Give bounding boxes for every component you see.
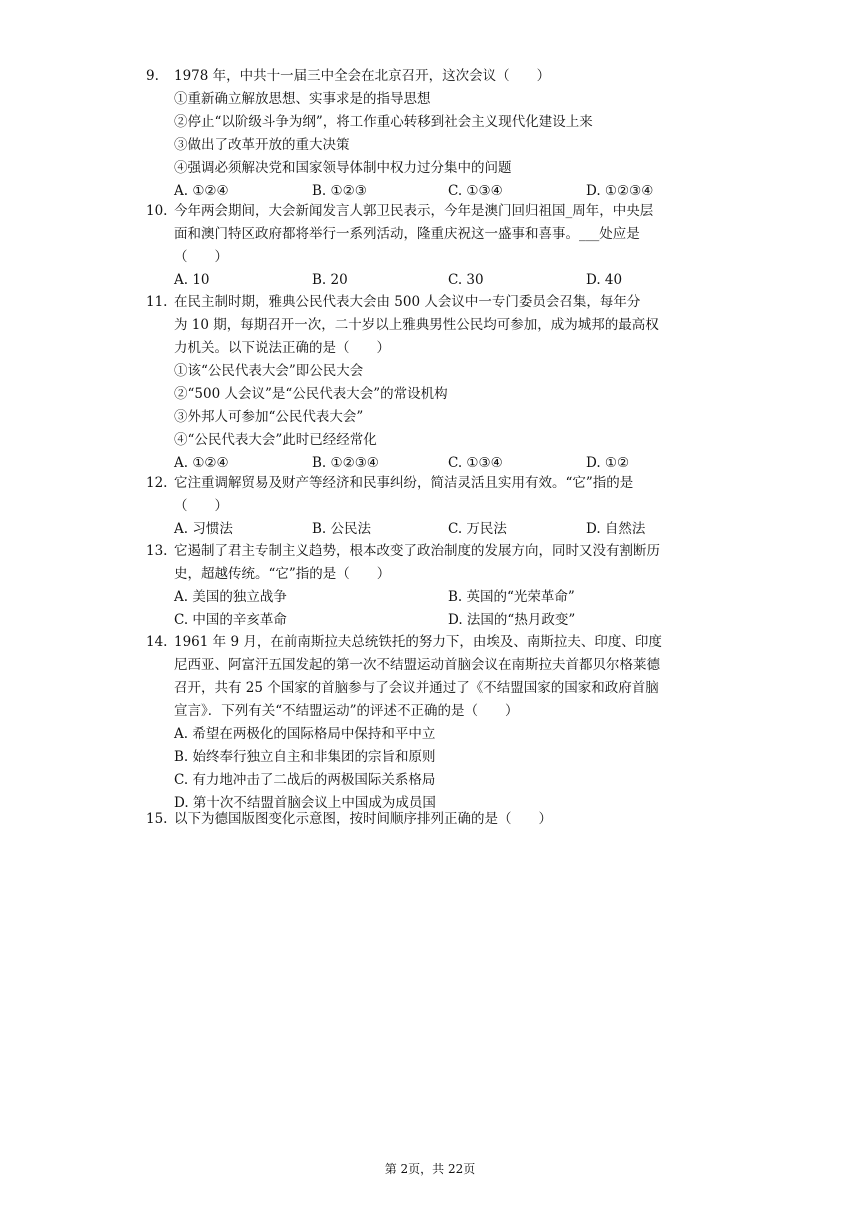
question-number: 10. xyxy=(146,203,168,219)
question-text: 1961 年 9 月，在前南斯拉夫总统铁托的努力下，由埃及、南斯拉夫、印度、印度 xyxy=(174,634,662,650)
option-c: C. 有力地冲击了二战后的两极国际关系格局 xyxy=(174,772,436,788)
statement-item: ①重新确立解放思想、实事求是的指导思想 xyxy=(174,91,431,107)
question-text: （ ） xyxy=(174,249,228,265)
question-text: 1978 年，中共十一届三中全会在北京召开，这次会议（ ） xyxy=(174,68,551,84)
page-footer: 第 2页，共 22页 xyxy=(384,1162,476,1176)
statement-item: ②“500 人会议”是“公民代表大会”的常设机构 xyxy=(174,386,448,402)
option-a: A. ①②④ xyxy=(174,455,229,471)
option-d: D. 40 xyxy=(586,272,623,288)
option-b: B. ①②③ xyxy=(312,183,367,199)
question-number: 9. xyxy=(146,68,159,84)
option-d: D. 法国的“热月政变” xyxy=(448,612,576,628)
question-10 xyxy=(146,200,716,292)
statement-item: ②停止“以阶级斗争为纲”，将工作重心转移到社会主义现代化建设上来 xyxy=(174,114,593,130)
option-c: C. ①③④ xyxy=(448,183,503,199)
question-13 xyxy=(146,540,716,632)
statement-item: ③做出了改革开放的重大决策 xyxy=(174,137,350,153)
option-d: D. 自然法 xyxy=(586,521,646,537)
question-text: 今年两会期间，大会新闻发言人郭卫民表示，今年是澳门回归祖国_周年，中央层 xyxy=(174,203,654,219)
question-12 xyxy=(146,472,716,541)
option-a: A. 美国的独立战争 xyxy=(174,589,287,605)
option-c: C. 中国的辛亥革命 xyxy=(174,612,287,628)
question-15 xyxy=(146,808,716,831)
option-c: C. ①③④ xyxy=(448,455,503,471)
answer-options xyxy=(146,609,716,632)
question-14 xyxy=(146,631,716,815)
question-text: 宣言》．下列有关“不结盟运动”的评述不正确的是（ ） xyxy=(174,703,519,719)
option-a: A. 希望在两极化的国际格局中保持和平中立 xyxy=(174,726,436,742)
question-text: 为 10 期，每期召开一次，二十岁以上雅典男性公民均可参加，成为城邦的最高权 xyxy=(174,317,659,333)
option-b: B. ①②③④ xyxy=(312,455,379,471)
answer-options xyxy=(146,518,716,541)
statement-item: ④“公民代表大会”此时已经经常化 xyxy=(174,432,377,448)
question-number: 13. xyxy=(146,543,168,559)
question-text: 召开，共有 25 个国家的首脑参与了会议并通过了《不结盟国家的国家和政府首脑 xyxy=(174,680,659,696)
option-a: A. ①②④ xyxy=(174,183,229,199)
option-c: C. 30 xyxy=(448,272,484,288)
question-text: （ ） xyxy=(174,498,228,514)
option-d: D. ①②③④ xyxy=(586,183,654,199)
option-d: D. 第十次不结盟首脑会议上中国成为成员国 xyxy=(174,795,436,811)
question-text: 它遏制了君主专制主义趋势，根本改变了政治制度的发展方向，同时又没有割断历 xyxy=(174,543,660,559)
question-text: 以下为德国版图变化示意图，按时间顺序排列正确的是（ ） xyxy=(174,811,552,827)
question-text: 面和澳门特区政府都将举行一系列活动，隆重庆祝这一盛事和喜事。___处应是 xyxy=(174,226,640,242)
question-11 xyxy=(146,291,716,475)
option-c: C. 万民法 xyxy=(448,521,507,537)
answer-options xyxy=(146,586,716,609)
statement-item: ④强调必须解决党和国家领导体制中权力过分集中的问题 xyxy=(174,160,512,176)
statement-item: ③外邦人可参加“公民代表大会” xyxy=(174,409,364,425)
option-b: B. 公民法 xyxy=(312,521,372,537)
question-number: 14. xyxy=(146,634,168,650)
question-text: 力机关。以下说法正确的是（ ） xyxy=(174,340,390,356)
question-9 xyxy=(146,65,716,203)
option-a: A. 10 xyxy=(174,272,210,288)
option-b: B. 始终奉行独立自主和非集团的宗旨和原则 xyxy=(174,749,436,765)
question-number: 11. xyxy=(146,294,168,310)
question-text: 史，超越传统。“它”指的是（ ） xyxy=(174,566,391,582)
statement-item: ①该“公民代表大会”即公民大会 xyxy=(174,363,364,379)
question-number: 15. xyxy=(146,811,168,827)
question-number: 12. xyxy=(146,475,168,491)
option-a: A. 习惯法 xyxy=(174,521,233,537)
option-d: D. ①② xyxy=(586,455,630,471)
option-b: B. 20 xyxy=(312,272,348,288)
question-text: 它注重调解贸易及财产等经济和民事纠纷，简洁灵活且实用有效。“它”指的是 xyxy=(174,475,634,491)
answer-options xyxy=(146,269,716,292)
question-text: 在民主制时期，雅典公民代表大会由 500 人会议中一专门委员会召集，每年分 xyxy=(174,294,641,310)
option-b: B. 英国的“光荣革命” xyxy=(448,589,575,605)
question-text: 尼西亚、阿富汗五国发起的第一次不结盟运动首脑会议在南斯拉夫首都贝尔格莱德 xyxy=(174,657,660,673)
